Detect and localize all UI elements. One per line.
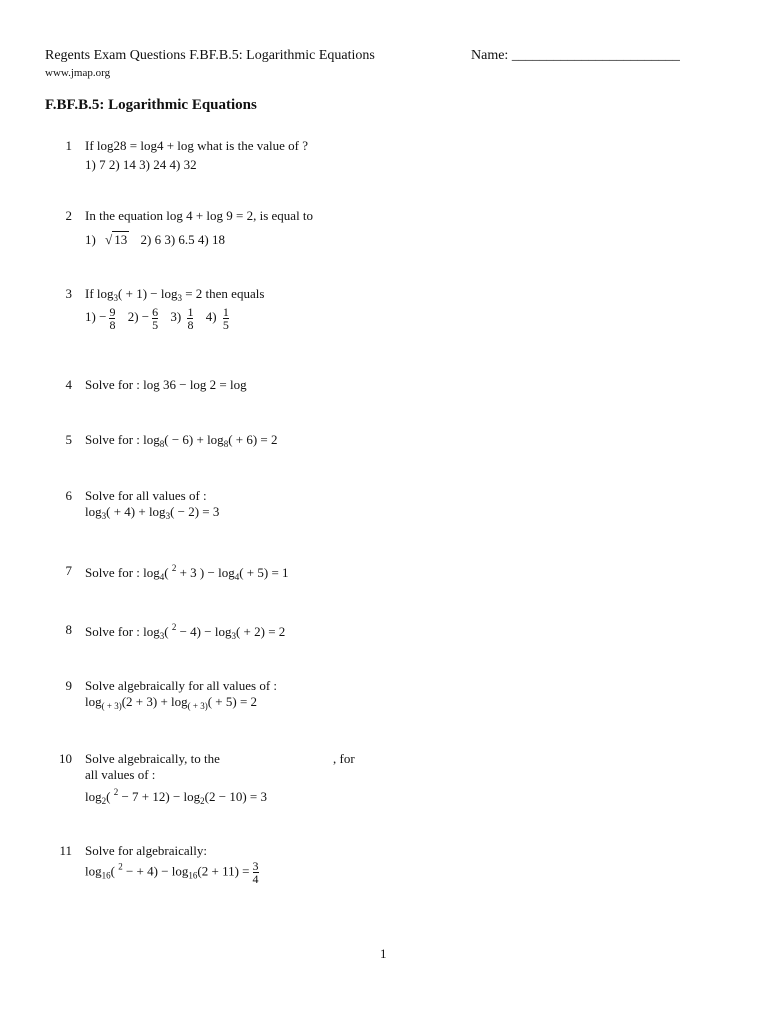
- prompt-text: + 3 ) − log: [176, 565, 235, 580]
- log-base: 3: [101, 511, 107, 521]
- choice-sign: −: [99, 309, 107, 325]
- equation: [85, 694, 257, 711]
- prompt-text: ( + 1) − log: [118, 286, 178, 301]
- denominator: 5: [152, 318, 159, 332]
- question-prompt-continued: , for: [333, 751, 355, 766]
- question-number: 7: [65, 563, 72, 578]
- numerator: 1: [187, 305, 194, 319]
- log-base: 4: [159, 572, 165, 582]
- question-prompt: [85, 563, 289, 582]
- sqrt-argument: 13: [114, 232, 128, 247]
- choice-label: 1): [85, 309, 96, 325]
- equation-text: log: [85, 694, 102, 709]
- equation-text: ( − 2) = 3: [170, 504, 220, 519]
- prompt-text: Solve for : log: [85, 565, 160, 580]
- name-field-label: Name: ________________________: [471, 48, 680, 63]
- log-base: 16: [188, 870, 198, 881]
- log-base: 16: [101, 870, 111, 881]
- equation-text: log: [85, 789, 102, 804]
- numerator: 1: [222, 305, 229, 319]
- numerator: 3: [252, 859, 259, 873]
- fraction: [253, 860, 259, 885]
- equation-text: − 7 + 12) − log: [118, 789, 201, 804]
- question-number: 6: [65, 488, 72, 503]
- question-prompt: In the equation log 4 + log 9 = 2, is equal to: [85, 208, 314, 223]
- denominator: 8: [187, 318, 194, 332]
- equation-text: (: [106, 789, 114, 804]
- answer-choices: [85, 306, 232, 331]
- prompt-text: ( + 5) = 1: [239, 565, 289, 580]
- question-prompt: Solve algebraically, to the: [85, 751, 220, 766]
- prompt-text: (: [164, 624, 172, 639]
- question-prompt: [85, 286, 264, 303]
- log-base: ( + 3): [187, 701, 208, 711]
- equation: [85, 860, 262, 885]
- answer-choices: 1) 7 2) 14 3) 24 4) 32: [85, 157, 197, 172]
- prompt-text: ( + 6) = 2: [228, 432, 278, 447]
- prompt-text: − 4) − log: [176, 624, 232, 639]
- equation-text: (: [110, 863, 119, 879]
- question-number: 10: [59, 751, 72, 766]
- equation-text: − + 4) − log: [122, 863, 189, 879]
- denominator: 8: [109, 318, 116, 332]
- question-prompt: Solve for algebraically:: [85, 843, 208, 858]
- log-base: 3: [159, 631, 165, 641]
- prompt-text: = 2 then equals: [181, 286, 265, 301]
- log-base: ( + 3): [101, 701, 122, 711]
- log-base: 2: [200, 796, 205, 806]
- exponent: 2: [118, 861, 123, 872]
- numerator: 6: [152, 305, 159, 319]
- exponent: 2: [171, 563, 177, 573]
- question-number: 5: [65, 432, 72, 447]
- choice-3: [170, 305, 196, 332]
- choice-2: [127, 305, 161, 332]
- question-prompt: If log28 = log4 + log what is the value of ?: [85, 138, 308, 153]
- choice-4: [205, 305, 232, 332]
- answer-choices: [85, 232, 225, 248]
- prompt-text: If log: [85, 286, 114, 301]
- log-base: 3: [113, 293, 119, 303]
- equation-text: (2 + 11) =: [197, 863, 250, 879]
- log-base: 8: [223, 439, 229, 449]
- choice-label: 2): [127, 309, 139, 325]
- log-base: 3: [231, 631, 236, 641]
- prompt-text: Solve for : log: [85, 624, 160, 639]
- equation-text: (2 − 10) = 3: [204, 789, 267, 804]
- question-number: 1: [65, 138, 72, 153]
- fraction: [152, 306, 158, 331]
- exponent: 2: [171, 622, 177, 632]
- question-prompt: Solve for : log 36 − log 2 = log: [85, 377, 247, 392]
- exponent: 2: [113, 787, 119, 797]
- question-number: 2: [65, 208, 72, 223]
- prompt-text: ( + 2) = 2: [235, 624, 286, 639]
- question-number: 11: [59, 843, 72, 858]
- log-base: 3: [165, 511, 171, 521]
- question-prompt: Solve algebraically for all values of :: [85, 678, 278, 693]
- question-prompt: [85, 622, 285, 641]
- prompt-text: Solve for : log: [85, 432, 160, 447]
- question-prompt: [85, 432, 278, 449]
- site-url: www.jmap.org: [45, 67, 111, 79]
- fraction: [187, 306, 193, 331]
- question-number: 8: [65, 622, 72, 637]
- choice-rest: 2) 6 3) 6.5 4) 18: [140, 232, 225, 247]
- prompt-text: ( − 6) + log: [164, 432, 224, 447]
- question-number: 4: [65, 377, 72, 392]
- denominator: 4: [252, 872, 259, 886]
- choice-sign: −: [141, 309, 150, 325]
- section-title: F.BF.B.5: Logarithmic Equations: [45, 97, 257, 113]
- choice-label: 3): [170, 309, 182, 325]
- equation-text: log: [85, 863, 102, 879]
- log-base: 3: [177, 293, 182, 303]
- equation: [85, 787, 267, 806]
- equation: [85, 504, 219, 521]
- log-base: 8: [159, 439, 165, 449]
- question-number: 9: [65, 678, 72, 693]
- log-base: 4: [234, 572, 240, 582]
- choice-1: [85, 305, 118, 332]
- denominator: 5: [222, 318, 229, 332]
- numerator: 9: [109, 305, 116, 319]
- fraction: [223, 306, 229, 331]
- worksheet-title: Regents Exam Questions F.BF.B.5: Logarithmic Equations: [45, 48, 375, 63]
- equation-text: ( + 4) + log: [106, 504, 166, 519]
- fraction: [109, 306, 115, 331]
- page-number: 1: [380, 946, 387, 961]
- equation-text: log: [85, 504, 102, 519]
- choice-label: 1): [85, 232, 96, 247]
- equation-text: ( + 5) = 2: [207, 694, 258, 709]
- equation-text: (2 + 3) + log: [121, 694, 188, 709]
- question-number: 3: [65, 286, 72, 301]
- choice-label: 4): [205, 309, 217, 325]
- question-prompt-line-2: all values of :: [85, 767, 156, 782]
- question-prompt: Solve for all values of :: [85, 488, 207, 503]
- prompt-text: (: [164, 565, 172, 580]
- sqrt-expression: √ 13: [105, 232, 128, 247]
- log-base: 2: [101, 796, 107, 806]
